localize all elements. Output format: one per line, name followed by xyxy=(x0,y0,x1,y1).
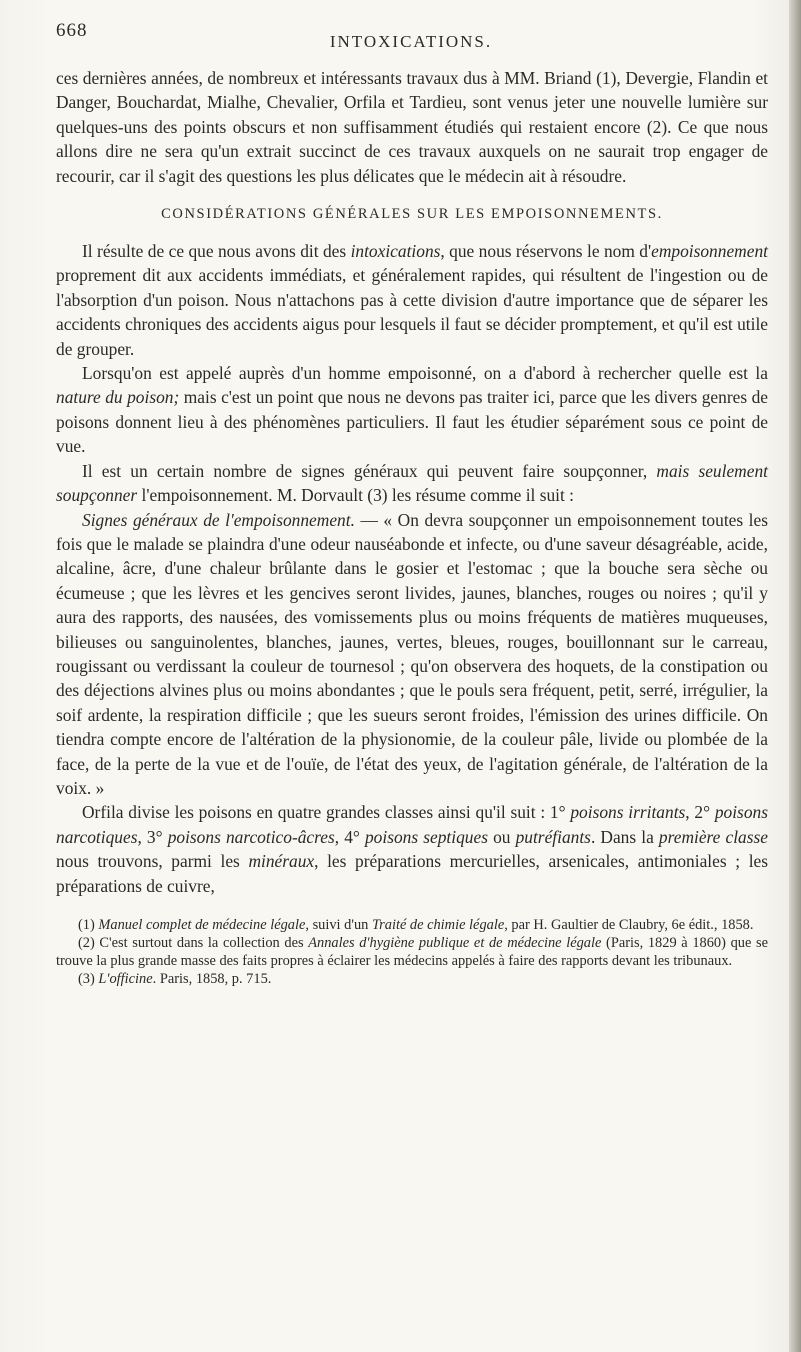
paragraph-signes-generaux: Signes généraux de l'empoisonnement. — « On devra soupçonner un empoisonnement toutes les fois que le malade se plaindra d'une odeur nauséabonde et infecte, ou d'une saveur désagréable, acide, alcaline, âcre, d'une chaleur brûlante dans le gosier et l'estomac ; que la bouche sera sèche ou écumeuse ; que les lèvres et les gencives seront livides, jaunes, blanches, rouges ou noires ; qu'il y aura des rapports, des nausées, des vomissements plus ou moins fréquents de matières muqueuses, bilieuses ou sanguinolentes, blanches, jaunes, vertes, bleues, rouges, bouillonnant sur le carreau, rougissant ou verdissant la couleur de tournesol ; qu'on observera des hoquets, de la constipation ou des déjections alvines plus ou moins abondantes ; que le pouls sera fréquent, petit, serré, irrégulier, la soif ardente, la respiration difficile ; que les sueurs seront froides, l'émission des urines difficile. On tiendra compte encore de l'altération de la physionomie, de la couleur pâle, livide ou plombée de la face, de la perte de la vue et de l'ouïe, de l'état des yeux, de l'agitation générale, de l'altération de la voix. » xyxy=(56,509,769,798)
page-body xyxy=(56,66,768,988)
running-title: INTOXICATIONS. xyxy=(329,32,493,51)
footnote-2: (2) C'est surtout dans la collection des Annales d'hygiène publique et de médecine légale (Paris, 1829 à 1860) que se trouve la plus grande masse des faits propres à éclairer les médecins appelés à faire des rapports devant les tribunaux. xyxy=(56,935,768,969)
footnote-3: (3) L'officine. Paris, 1858, p. 715. xyxy=(78,971,272,987)
footnotes xyxy=(56,916,768,988)
footnote-1: (1) Manuel complet de médecine légale, suivi d'un Traité de chimie légale, par H. Gaultier de Claubry, 6e édit., 1858. xyxy=(78,917,754,933)
paragraph-nature-du-poison: Lorsqu'on est appelé auprès d'un homme empoisonné, on a d'abord à rechercher quelle est la nature du poison; mais c'est un point que nous ne devons pas traiter ici, parce que les divers genres de poisons donnent lieu à des phénomènes particuliers. Il faut les étudier séparément sous ce point de vue. xyxy=(56,363,768,457)
book-spine-shadow xyxy=(789,0,801,1352)
paragraph-signes-generaux-intro: Il est un certain nombre de signes généraux qui peuvent faire soupçonner, mais seulement soupçonner l'empoisonnement. M. Dorvault (3) les résume comme il suit : xyxy=(56,460,768,506)
intro-paragraph: ces dernières années, de nombreux et intéressants travaux dus à MM. Briand (1), Devergie, Flandin et Danger, Bouchardat, Mialhe, Chevalier, Orfila et Tardieu, sont venus jeter une nouvelle lumière sur quelques-uns des points obscurs et non suffisamment étudiés qui restaient encore (2). Ce que nous allons dire ne sera qu'un extrait succinct de ces travaux auxquels on ne saurait trop engager de recourir, car il s'agit des questions les plus délicates que le médecin ait à résoudre. xyxy=(56,68,768,186)
paragraph-classes-orfila: Orfila divise les poisons en quatre grandes classes ainsi qu'il suit : 1° poisons irritants, 2° poisons narcotiques, 3° poisons narcotico-âcres, 4° poisons septiques ou putréfiants. Dans la première classe nous trouvons, parmi les minéraux, les préparations mercurielles, arsenicales, antimoniales ; les préparations de cuivre, xyxy=(56,802,769,896)
section-title: CONSIDÉRATIONS GÉNÉRALES SUR LES EMPOISONNEMENTS. xyxy=(161,206,663,223)
page-number: 668 xyxy=(56,20,88,41)
paragraph-empoisonnement-definition: Il résulte de ce que nous avons dit des intoxications, que nous réservons le nom d'empoisonnement proprement dit aux accidents immédiats, et généralement rapides, qui résultent de l'ingestion ou de l'absorption d'un poison. Nous n'attachons pas à cette division d'autre importance que de séparer les accidents chroniques des accidents aigus pour lesquels il faut se décider promptement, et qu'il est utile de grouper. xyxy=(56,241,768,359)
page-header xyxy=(56,20,766,56)
